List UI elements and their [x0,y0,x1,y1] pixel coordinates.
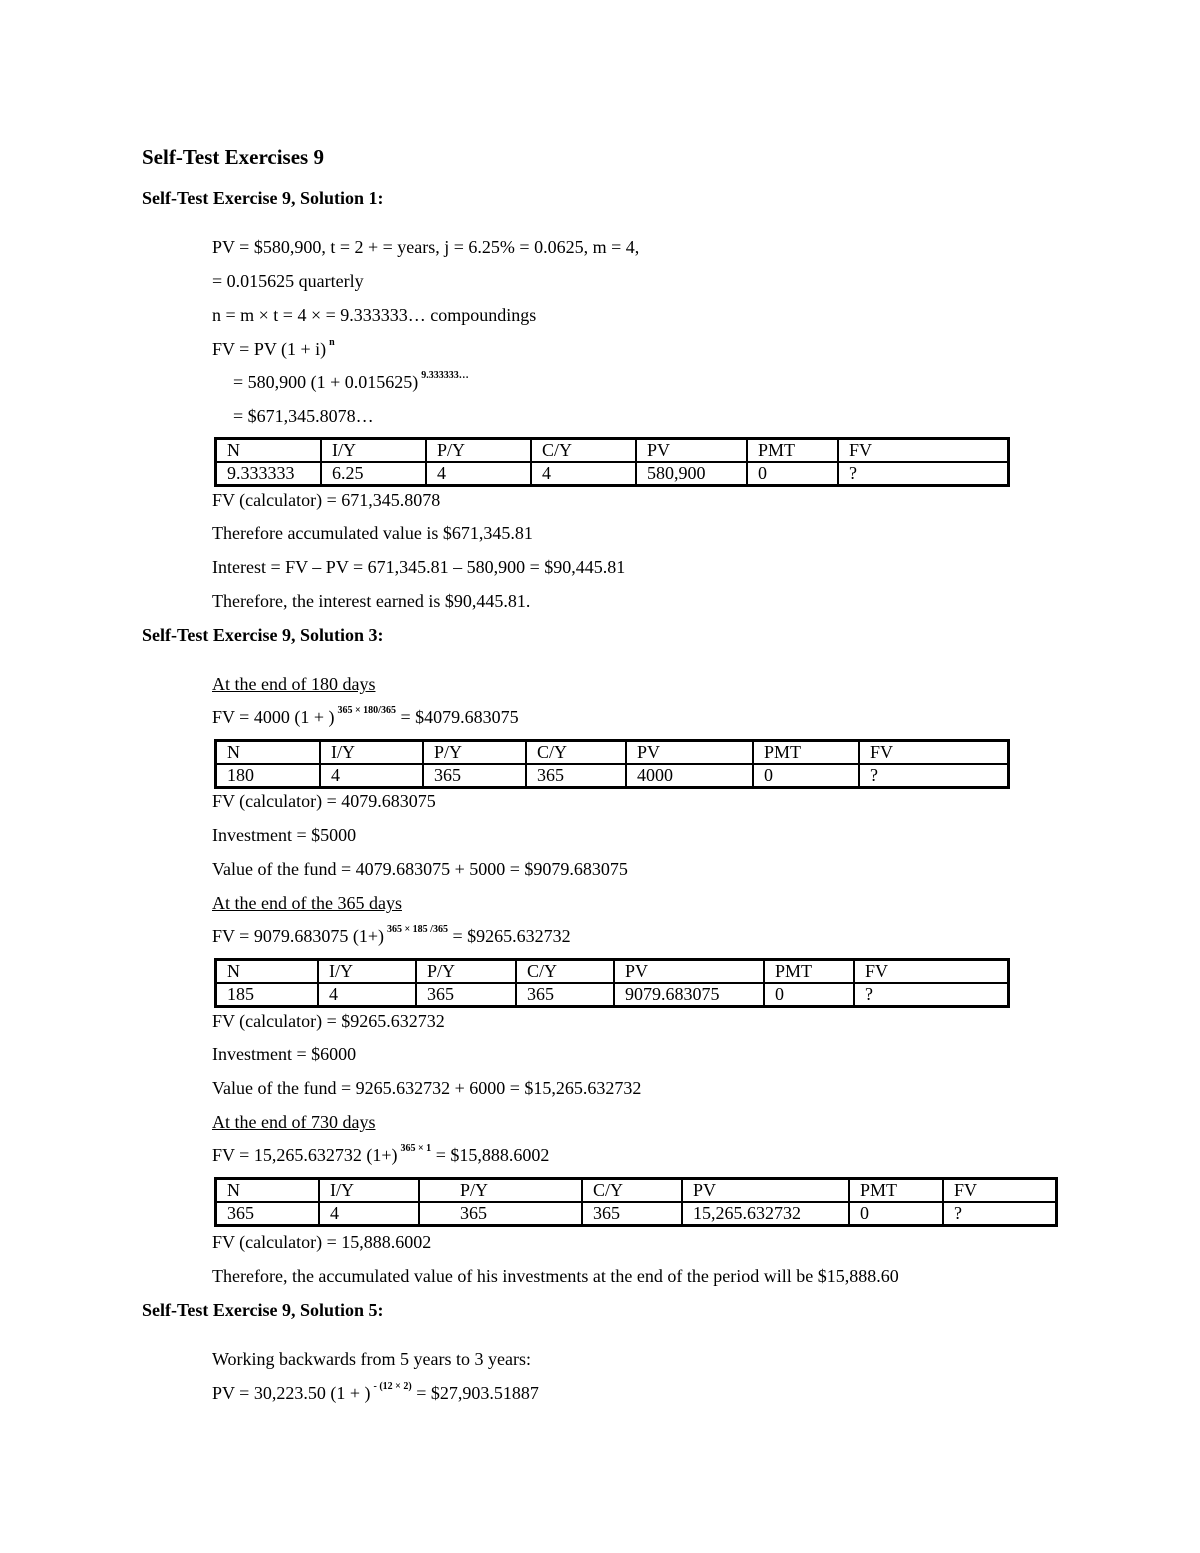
value-cell: 6.25 [321,462,426,486]
sol5-formula-main: PV = 30,223.50 (1 + ) [212,1383,371,1403]
sol1-n-line: n = m × t = 4 × = 9.333333… compoundings [212,305,537,325]
header-cell: PV [682,1179,849,1203]
value-cell: 0 [849,1202,943,1226]
value-cell: 4 [319,1202,419,1226]
value-cell: 365 [419,1202,582,1226]
sol5-exponent: - (12 × 2) [373,1381,412,1392]
header-cell: FV [859,741,1009,765]
page-title: Self-Test Exercises 9 [142,145,324,169]
header-cell: P/Y [419,1179,582,1203]
header-cell: I/Y [318,960,416,984]
sol1-substitution-line [233,372,469,393]
header-cell: PMT [747,439,838,463]
header-cell: I/Y [321,439,426,463]
sol5-formula [212,1383,539,1404]
value-cell: ? [859,764,1009,788]
table-row [216,462,1009,486]
value-cell: 4 [318,983,416,1007]
sol3-calculator-table-2 [214,958,1010,1008]
solution-5-heading: Self-Test Exercise 9, Solution 5: [142,1300,384,1320]
sol1-calculator-result: FV (calculator) = 671,345.8078 [212,490,441,510]
header-cell: C/Y [582,1179,682,1203]
header-cell: C/Y [531,439,636,463]
sol3-step2-exponent: 365 × 185 /365 [386,924,448,935]
value-cell: 365 [582,1202,682,1226]
solution-1-heading: Self-Test Exercise 9, Solution 1: [142,188,384,208]
value-cell: 365 [423,764,526,788]
sol1-result-line: = $671,345.8078… [233,406,374,426]
sol3-step1-result: = $4079.683075 [400,707,519,727]
header-cell: P/Y [423,741,526,765]
table-header-row [216,960,1009,984]
sol3-step3-formula [212,1145,549,1166]
sol1-substitution-exponent: 9.333333… [421,370,469,381]
sol3-calculator-table-1 [214,739,1010,789]
solution-3-heading: Self-Test Exercise 9, Solution 3: [142,625,384,645]
sol1-formula-main: FV = PV (1 + i) [212,339,327,359]
sol3-investment-2: Investment = $6000 [212,1044,357,1064]
header-cell: FV [854,960,1009,984]
sol3-step3-formula-main: FV = 15,265.632732 (1+) [212,1145,398,1165]
header-cell: PMT [753,741,859,765]
header-cell: PV [626,741,753,765]
sol1-interest-calc: Interest = FV – PV = 671,345.81 – 580,900 = $90,445.81 [212,557,626,577]
sol3-investment-1: Investment = $5000 [212,825,357,845]
value-cell: 365 [516,983,614,1007]
sol3-step3-result: = $15,888.6002 [435,1145,550,1165]
sol3-step2-calculator-result: FV (calculator) = $9265.632732 [212,1011,445,1031]
table-header-row [216,1179,1057,1203]
sol3-step1-heading: At the end of 180 days [212,674,376,694]
value-cell: 365 [216,1202,320,1226]
value-cell: 365 [416,983,516,1007]
header-cell: N [216,1179,320,1203]
value-cell: 9.333333 [216,462,322,486]
value-cell: ? [854,983,1009,1007]
header-cell: FV [838,439,1009,463]
value-cell: 9079.683075 [614,983,764,1007]
sol3-calculator-table-3 [214,1177,1058,1227]
sol3-fund-value-2: Value of the fund = 9265.632732 + 6000 = $15,265.632732 [212,1078,642,1098]
header-cell: C/Y [516,960,614,984]
sol1-calculator-table [214,437,1010,487]
table-header-row [216,741,1009,765]
sol3-step1-exponent: 365 × 180/365 [337,705,396,716]
header-cell: PV [636,439,747,463]
value-cell: 180 [216,764,321,788]
value-cell: 4 [426,462,531,486]
value-cell: 0 [753,764,859,788]
sol1-formula-line [212,339,335,360]
value-cell: 185 [216,983,319,1007]
header-cell: N [216,960,319,984]
table-header-row [216,439,1009,463]
value-cell: 0 [764,983,854,1007]
sol3-conclusion: Therefore, the accumulated value of his investments at the end of the period will be $15,888.60 [212,1266,899,1286]
sol3-step2-formula-main: FV = 9079.683075 (1+) [212,926,384,946]
value-cell: 4000 [626,764,753,788]
sol3-step1-formula-main: FV = 4000 (1 + ) [212,707,335,727]
sol5-result: = $27,903.51887 [416,1383,539,1403]
header-cell: N [216,741,321,765]
sol1-conclusion: Therefore, the interest earned is $90,445.81. [212,591,531,611]
sol3-step2-result: = $9265.632732 [452,926,571,946]
value-cell: ? [943,1202,1057,1226]
sol1-substitution-main: = 580,900 (1 + 0.015625) [233,372,419,392]
header-cell: P/Y [426,439,531,463]
header-cell: P/Y [416,960,516,984]
sol3-step2-heading: At the end of the 365 days [212,893,402,913]
header-cell: FV [943,1179,1057,1203]
value-cell: 580,900 [636,462,747,486]
value-cell: 4 [320,764,423,788]
header-cell: N [216,439,322,463]
sol3-step1-formula [212,707,519,728]
value-cell: ? [838,462,1009,486]
sol3-step1-calculator-result: FV (calculator) = 4079.683075 [212,791,436,811]
header-cell: PV [614,960,764,984]
header-cell: PMT [849,1179,943,1203]
sol3-fund-value-1: Value of the fund = 4079.683075 + 5000 = $9079.683075 [212,859,628,879]
value-cell: 15,265.632732 [682,1202,849,1226]
table-row [216,983,1009,1007]
sol1-accumulated-value: Therefore accumulated value is $671,345.81 [212,523,533,543]
sol1-rate-line: = 0.015625 quarterly [212,271,364,291]
sol3-step3-heading: At the end of 730 days [212,1112,376,1132]
sol3-step2-formula [212,926,571,947]
table-row [216,1202,1057,1226]
value-cell: 0 [747,462,838,486]
value-cell: 365 [526,764,626,788]
header-cell: PMT [764,960,854,984]
sol5-intro: Working backwards from 5 years to 3 years: [212,1349,531,1369]
value-cell: 4 [531,462,636,486]
header-cell: I/Y [319,1179,419,1203]
sol1-formula-exponent: n [329,337,335,348]
table-row [216,764,1009,788]
header-cell: I/Y [320,741,423,765]
sol3-step3-calculator-result: FV (calculator) = 15,888.6002 [212,1232,432,1252]
sol1-given-line: PV = $580,900, t = 2 + = years, j = 6.25% = 0.0625, m = 4, [212,237,640,257]
header-cell: C/Y [526,741,626,765]
sol3-step3-exponent: 365 × 1 [400,1143,432,1154]
